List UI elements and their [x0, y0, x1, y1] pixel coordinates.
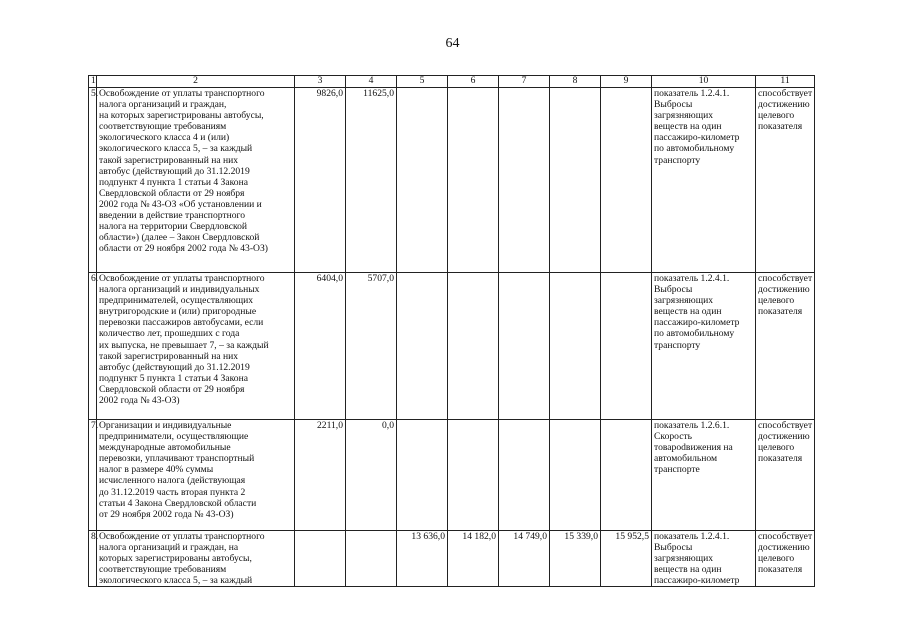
column-header: 10	[652, 76, 756, 88]
value-cell	[397, 88, 448, 273]
column-header: 1	[89, 76, 97, 88]
page-number: 64	[445, 36, 460, 51]
value-cell	[448, 273, 499, 420]
table-row	[89, 273, 815, 420]
value-cell: 15 339,0	[550, 531, 601, 587]
indicator-cell: показатель 1.2.4.1. Выбросы загрязняющих веществ на один пассажиро-километр по автомобильному транспорту	[652, 88, 756, 273]
value-cell: 14 182,0	[448, 531, 499, 587]
benefit-description: Освобождение от уплаты транспортного налога организаций и граждан, на которых зарегистрированы автобусы, соответствующие требованиям экологического класса 5, – за каждый	[97, 531, 295, 587]
row-number: 7.	[89, 420, 97, 531]
row-number: 8.	[89, 531, 97, 587]
value-cell	[550, 88, 601, 273]
value-cell	[499, 88, 550, 273]
effect-cell: способствует достижению целевого показателя	[756, 420, 815, 531]
effect-cell: способствует достижению целевого показателя	[756, 273, 815, 420]
row-number: 6.	[89, 273, 97, 420]
column-header: 6	[448, 76, 499, 88]
benefit-description: Организации и индивидуальные предприниматели, осуществляющие международные автомобильные перевозки, уплачивают транспортный налог в размере 40% суммы исчисленного налога (действующая до 31.12.2019 часть вторая пункта 2 статьи 4 Закона Свердловской области от 29 ноября 2002 года № 43-ОЗ)	[97, 420, 295, 531]
value-cell	[601, 420, 652, 531]
indicator-cell: показатель 1.2.4.1. Выбросы загрязняющих веществ на один пассажиро-километр по автомобильному транспорту	[652, 273, 756, 420]
column-header: 5	[397, 76, 448, 88]
value-cell	[448, 88, 499, 273]
value-cell	[397, 273, 448, 420]
value-cell: 0,0	[346, 420, 397, 531]
value-cell	[550, 273, 601, 420]
benefit-description: Освобождение от уплаты транспортного налога организаций и индивидуальных предпринимателей, осуществляющих внутригородские и (или) пригородные перевозки пассажиров автобусами, если количество лет, прошедших с года их выпуска, не превышает 7, – за каждый такой зарегистрированный на них автобус (действующий до 31.12.2019 подпункт 5 пункта 1 статьи 4 Закона Свердловской области от 29 ноября 2002 года № 43-ОЗ)	[97, 273, 295, 420]
column-number-row	[89, 76, 815, 88]
indicator-cell: показатель 1.2.4.1. Выбросы загрязняющих веществ на один пассажиро-километр	[652, 531, 756, 587]
row-number: 5.	[89, 88, 97, 273]
value-cell: 6404,0	[295, 273, 346, 420]
value-cell: 14 749,0	[499, 531, 550, 587]
column-header: 4	[346, 76, 397, 88]
value-cell	[397, 420, 448, 531]
effect-cell: способствует достижению целевого показателя	[756, 88, 815, 273]
column-header: 7	[499, 76, 550, 88]
value-cell	[448, 420, 499, 531]
table-row	[89, 88, 815, 273]
column-header: 9	[601, 76, 652, 88]
value-cell: 9826,0	[295, 88, 346, 273]
column-header: 8	[550, 76, 601, 88]
value-cell	[499, 273, 550, 420]
value-cell	[601, 273, 652, 420]
value-cell	[499, 420, 550, 531]
column-header: 2	[97, 76, 295, 88]
table-row	[89, 420, 815, 531]
table-row	[89, 531, 815, 587]
value-cell: 5707,0	[346, 273, 397, 420]
value-cell: 15 952,5	[601, 531, 652, 587]
benefit-description: Освобождение от уплаты транспортного налога организаций и граждан, на которых зарегистрированы автобусы, соответствующие требованиям экологического класса 4 и (или) экологического класса 5, – за каждый такой зарегистрированный на них автобус (действующий до 31.12.2019 подпункт 4 пункта 1 статьи 4 Закона Свердловской области от 29 ноября 2002 года № 43-ОЗ «Об установлении и введении в действие транспортного налога на территории Свердловской области») (далее – Закон Свердловской области от 29 ноября 2002 года № 43-ОЗ)	[97, 88, 295, 273]
column-header: 3	[295, 76, 346, 88]
effect-cell: способствует достижению целевого показателя	[756, 531, 815, 587]
value-cell	[295, 531, 346, 587]
column-header: 11	[756, 76, 815, 88]
value-cell	[550, 420, 601, 531]
indicator-cell: показатель 1.2.6.1. Скорость товарodвижения на автомобильном транспорте	[652, 420, 756, 531]
value-cell: 11625,0	[346, 88, 397, 273]
value-cell: 13 636,0	[397, 531, 448, 587]
tax-expenditure-table	[88, 75, 815, 587]
value-cell	[346, 531, 397, 587]
value-cell: 2211,0	[295, 420, 346, 531]
value-cell	[601, 88, 652, 273]
